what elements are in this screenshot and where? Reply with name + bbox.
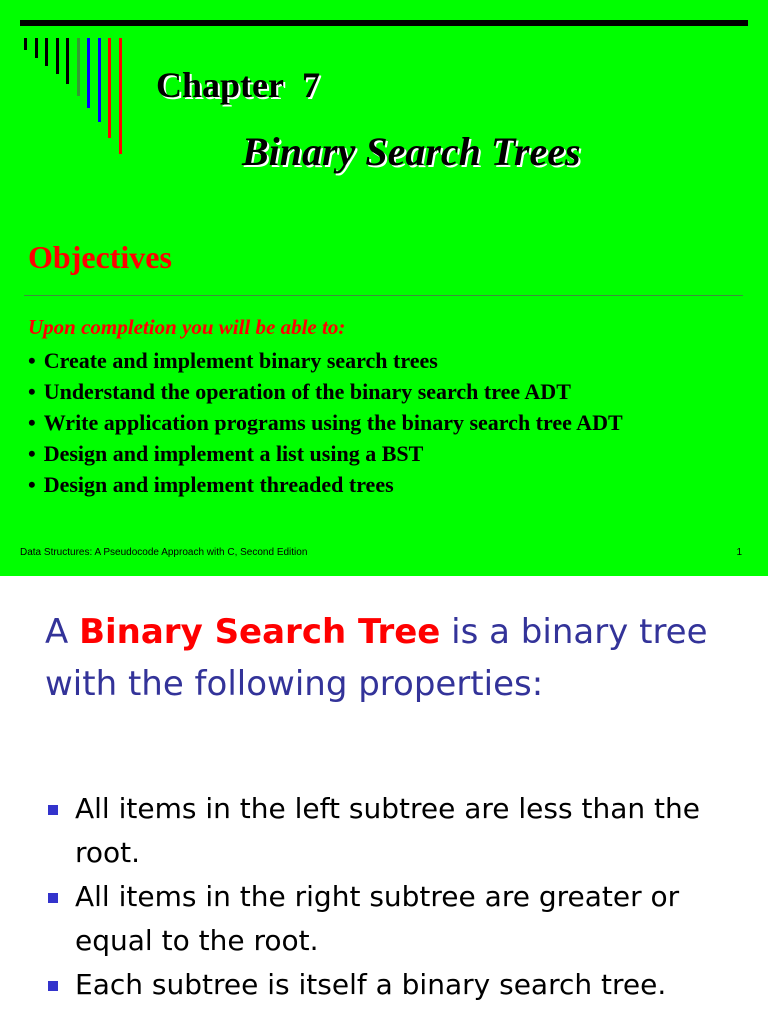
stripe [45,38,48,66]
bullet-dot-icon: • [28,348,36,373]
objective-text: Create and implement binary search trees [43,348,438,373]
property-text: All items in the right subtree are greater or equal to the root. [75,880,680,957]
properties-list [45,787,735,1007]
objective-text: Write application programs using the binary search tree ADT [43,410,623,435]
slide-definition [0,576,768,1024]
bullet-dot-icon: • [28,379,36,404]
stripe [87,38,90,108]
chapter-number: 7 [302,65,320,105]
stripe [24,38,27,50]
objective-text: Understand the operation of the binary search tree ADT [43,379,571,404]
stripe [56,38,59,74]
divider [24,295,743,296]
objectives-heading: Objectives [28,239,172,275]
objective-text: Design and implement a list using a BST [43,441,424,466]
definition-rest: is a binary tree with the following properties: [45,612,708,704]
definition-text [45,606,745,710]
objective-item [28,407,623,438]
objectives-list [28,345,623,500]
stripe [35,38,38,58]
vertical-stripes-decoration-icon [0,0,140,160]
property-text: All items in the left subtree are less than the root. [75,792,700,869]
objective-item [28,345,623,376]
blue-square-bullet-icon [48,893,58,903]
slide-title-text: Binary Search Trees [242,129,581,174]
objective-item [28,376,623,407]
definition-prefix: A [45,612,80,652]
objective-item [28,438,623,469]
objective-item [28,469,623,500]
property-text: Each subtree is itself a binary search tree. [75,968,667,1001]
chapter-label: Chapter [156,65,284,105]
stripe [98,38,101,122]
slide-footer: Data Structures: A Pseudocode Approach with C, Second Edition [20,547,308,558]
blue-square-bullet-icon [48,805,58,815]
bullet-dot-icon: • [28,441,36,466]
objectives-intro: Upon completion you will be able to: [28,315,346,339]
property-item [45,963,735,1007]
definition-term: Binary Search Tree [79,612,441,652]
objective-text: Design and implement threaded trees [43,472,394,497]
stripe [108,38,111,138]
bullet-dot-icon: • [28,472,36,497]
chapter-title [156,64,320,106]
stripe [77,38,80,96]
page-number: 1 [736,547,742,558]
property-item [45,787,735,875]
bullet-dot-icon: • [28,410,36,435]
property-item [45,875,735,963]
stripe [119,38,122,154]
blue-square-bullet-icon [48,981,58,991]
stripe [66,38,69,84]
